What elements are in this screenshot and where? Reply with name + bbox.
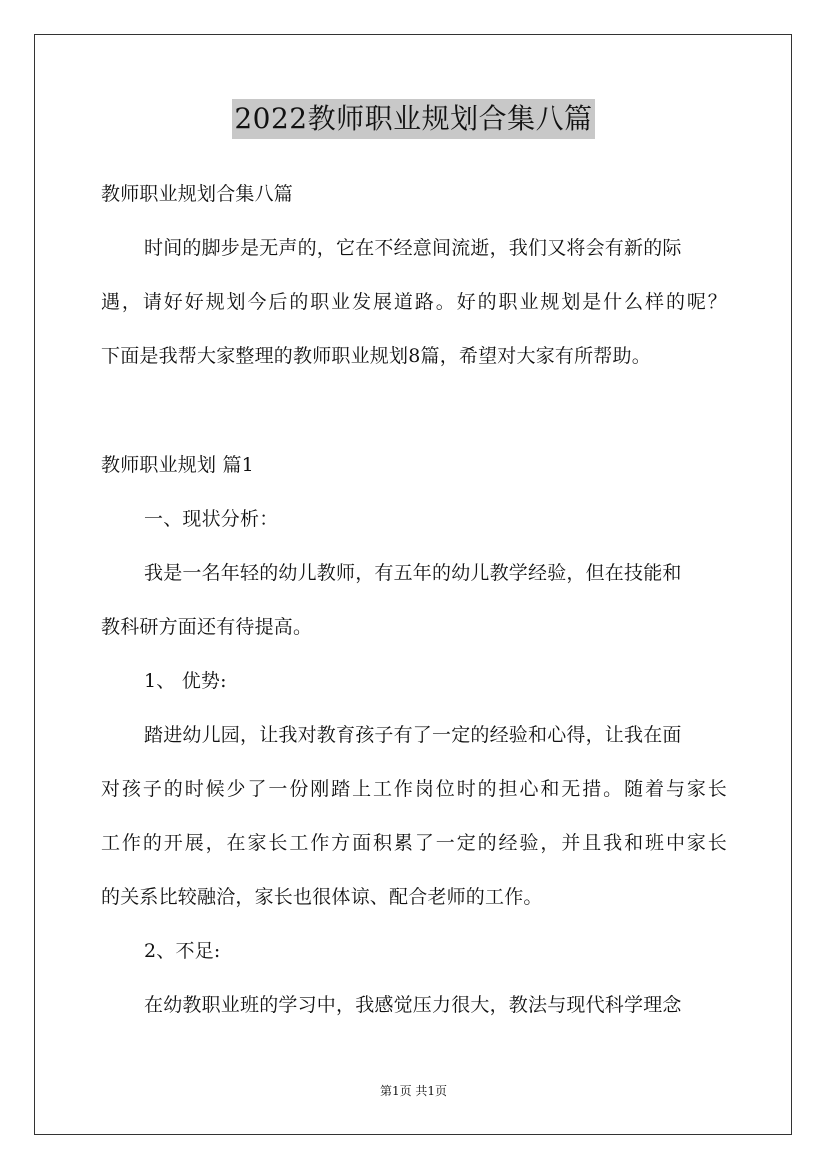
page-footer: 第1页 共1页 [379, 1084, 448, 1098]
part1-text-line-2: 教科研方面还有待提高。 [101, 616, 313, 638]
document-title-wrapper [0, 99, 827, 139]
advantage-text-line-2: 对孩子的时候少了一份刚踏上工作岗位时的担心和无措。随着与家长 [101, 778, 727, 800]
shortcoming-text-line-1: 在幼教职业班的学习中，我感觉压力很大，教法与现代科学理念 [144, 994, 682, 1016]
advantage-text-line-3: 工作的开展，在家长工作方面积累了一定的经验，并且我和班中家长 [101, 832, 727, 854]
intro-line-1: 时间的脚步是无声的，它在不经意间流逝，我们又将会有新的际 [144, 237, 682, 259]
document-subtitle: 教师职业规划合集八篇 [101, 183, 294, 205]
part1-heading: 一、现状分析： [144, 508, 279, 530]
intro-line-2: 遇，请好好规划今后的职业发展道路。好的职业规划是什么样的呢？ [101, 291, 727, 313]
document-title: 2022教师职业规划合集八篇 [232, 99, 594, 139]
part1-text-line-1: 我是一名年轻的幼儿教师，有五年的幼儿教学经验，但在技能和 [144, 562, 682, 584]
advantage-heading: 1、 优势: [144, 670, 227, 692]
intro-line-3: 下面是我帮大家整理的教师职业规划8篇，希望对大家有所帮助。 [101, 345, 651, 367]
advantage-text-line-1: 踏进幼儿园，让我对教育孩子有了一定的经验和心得，让我在面 [144, 724, 682, 746]
shortcoming-heading: 2、不足: [144, 940, 221, 962]
section-heading: 教师职业规划 篇1 [101, 454, 254, 476]
advantage-text-line-4: 的关系比较融洽，家长也很体谅、配合老师的工作。 [101, 886, 543, 908]
